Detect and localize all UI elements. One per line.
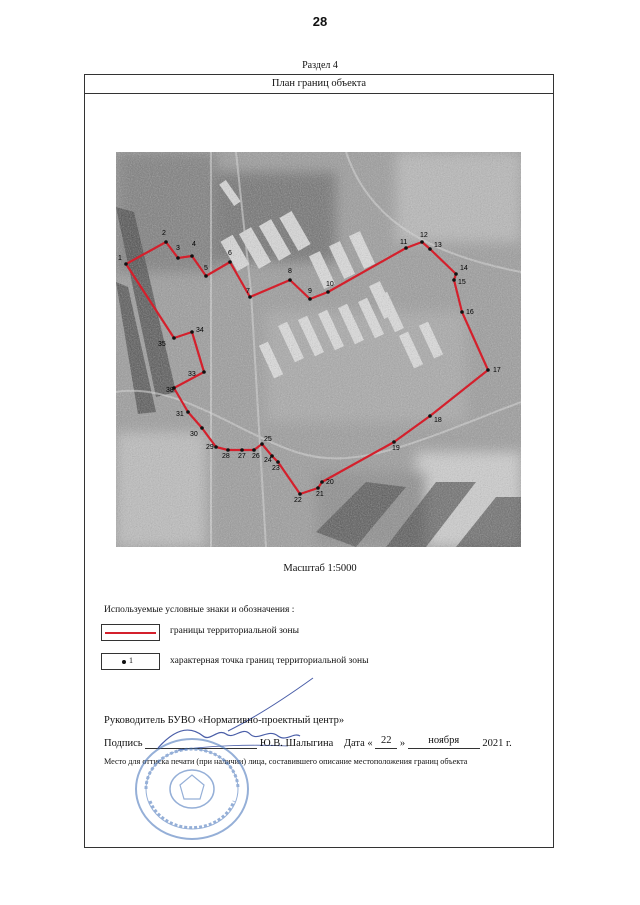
boundary-point-label-15: 15 [458,279,466,286]
boundary-point-label-18: 18 [434,417,442,424]
boundary-point-label-20: 20 [326,479,334,486]
boundary-point-label-12: 12 [420,232,428,239]
boundary-point-10 [326,290,330,294]
boundary-point-23 [276,460,280,464]
page-number: 28 [312,14,328,29]
boundary-point-19 [392,440,396,444]
stamp-note: Место для оттиска печати (при наличии) лица, составившего описание местоположения границ объекта [104,757,468,766]
boundary-point-29 [214,445,218,449]
boundary-point-22 [298,492,302,496]
boundary-point-3 [176,256,180,260]
boundary-point-label-33: 33 [188,371,196,378]
frame-title: План границ объекта [85,75,553,94]
boundary-point-label-25: 25 [264,436,272,443]
official-stamp [132,735,252,843]
boundary-point-20 [320,480,324,484]
section-label: Раздел 4 [302,60,338,71]
boundary-point-label-30: 30 [190,431,198,438]
legend-line-label: границы территориальной зоны [170,626,300,636]
legend-line-box [101,624,160,641]
date-mid: » [399,738,406,749]
legend-point-dot [122,660,126,664]
boundary-point-6 [228,260,232,264]
signature-head: Руководитель БУВО «Нормативно-проектный центр» [104,715,345,726]
boundary-point-label-35: 35 [158,341,166,348]
legend-point-box [101,653,160,670]
boundary-point-18 [428,414,432,418]
boundary-point-label-17: 17 [493,367,501,374]
boundary-point-9 [308,297,312,301]
boundary-point-label-16: 16 [466,309,474,316]
boundary-point-label-31: 31 [176,411,184,418]
boundary-point-8 [288,278,292,282]
boundary-point-label-2: 2 [162,230,166,237]
boundary-point-13 [428,247,432,251]
boundary-point-label-1: 1 [118,255,122,262]
boundary-point-30 [200,426,204,430]
boundary-point-label-14: 14 [460,265,468,272]
boundary-point-label-28: 28 [222,453,230,460]
boundary-point-5 [204,274,208,278]
boundary-point-label-27: 27 [238,453,246,460]
boundary-point-label-23: 23 [272,465,280,472]
boundary-point-1 [124,262,128,266]
boundary-point-35 [172,336,176,340]
boundary-point-7 [248,295,252,299]
legend-line-sample [105,632,156,634]
boundary-point-26 [252,448,256,452]
boundary-point-16 [460,310,464,314]
boundary-point-label-29: 29 [206,444,214,451]
date-month: ноября [408,735,480,749]
legend-point-label: характерная точка границ территориальной зоны [170,656,369,666]
boundary-point-15 [452,278,456,282]
date-year: 2021 г. [482,738,512,749]
boundary-point-label-21: 21 [316,491,324,498]
boundary-point-34 [190,330,194,334]
sign-label: Подпись [104,738,143,749]
date-label: Дата « [343,738,373,749]
boundary-point-11 [404,246,408,250]
boundary-point-label-4: 4 [192,241,196,248]
boundary-point-33 [202,370,206,374]
boundary-point-14 [454,272,458,276]
boundary-point-28 [226,448,230,452]
boundary-point-12 [420,240,424,244]
boundary-point-label-8: 8 [288,268,292,275]
boundary-point-label-6: 6 [228,250,232,257]
boundary-point-label-5: 5 [204,265,208,272]
scale-label: Масштаб 1:5000 [283,563,357,574]
boundary-point-label-10: 10 [326,281,334,288]
boundary-point-label-38: 38 [166,387,174,394]
aerial-map [116,152,521,547]
boundary-point-label-22: 22 [294,497,302,504]
boundary-point-label-24: 24 [264,457,272,464]
boundary-point-4 [190,254,194,258]
boundary-point-31 [186,410,190,414]
legend-point-number: 1 [129,656,133,665]
legend-title: Используемые условные знаки и обозначения : [104,605,295,615]
boundary-point-27 [240,448,244,452]
boundary-point-21 [316,486,320,490]
boundary-point-label-34: 34 [196,327,204,334]
boundary-point-label-13: 13 [434,242,442,249]
date-day: 22 [375,735,397,749]
boundary-point-label-11: 11 [400,239,408,246]
boundary-point-label-26: 26 [252,453,260,460]
signer-name: Ю.В. Шалыгина [259,738,334,749]
boundary-point-2 [164,240,168,244]
boundary-point-label-3: 3 [176,245,180,252]
boundary-point-label-7: 7 [246,288,250,295]
boundary-point-label-19: 19 [392,445,400,452]
boundary-point-label-9: 9 [308,288,312,295]
boundary-point-17 [486,368,490,372]
